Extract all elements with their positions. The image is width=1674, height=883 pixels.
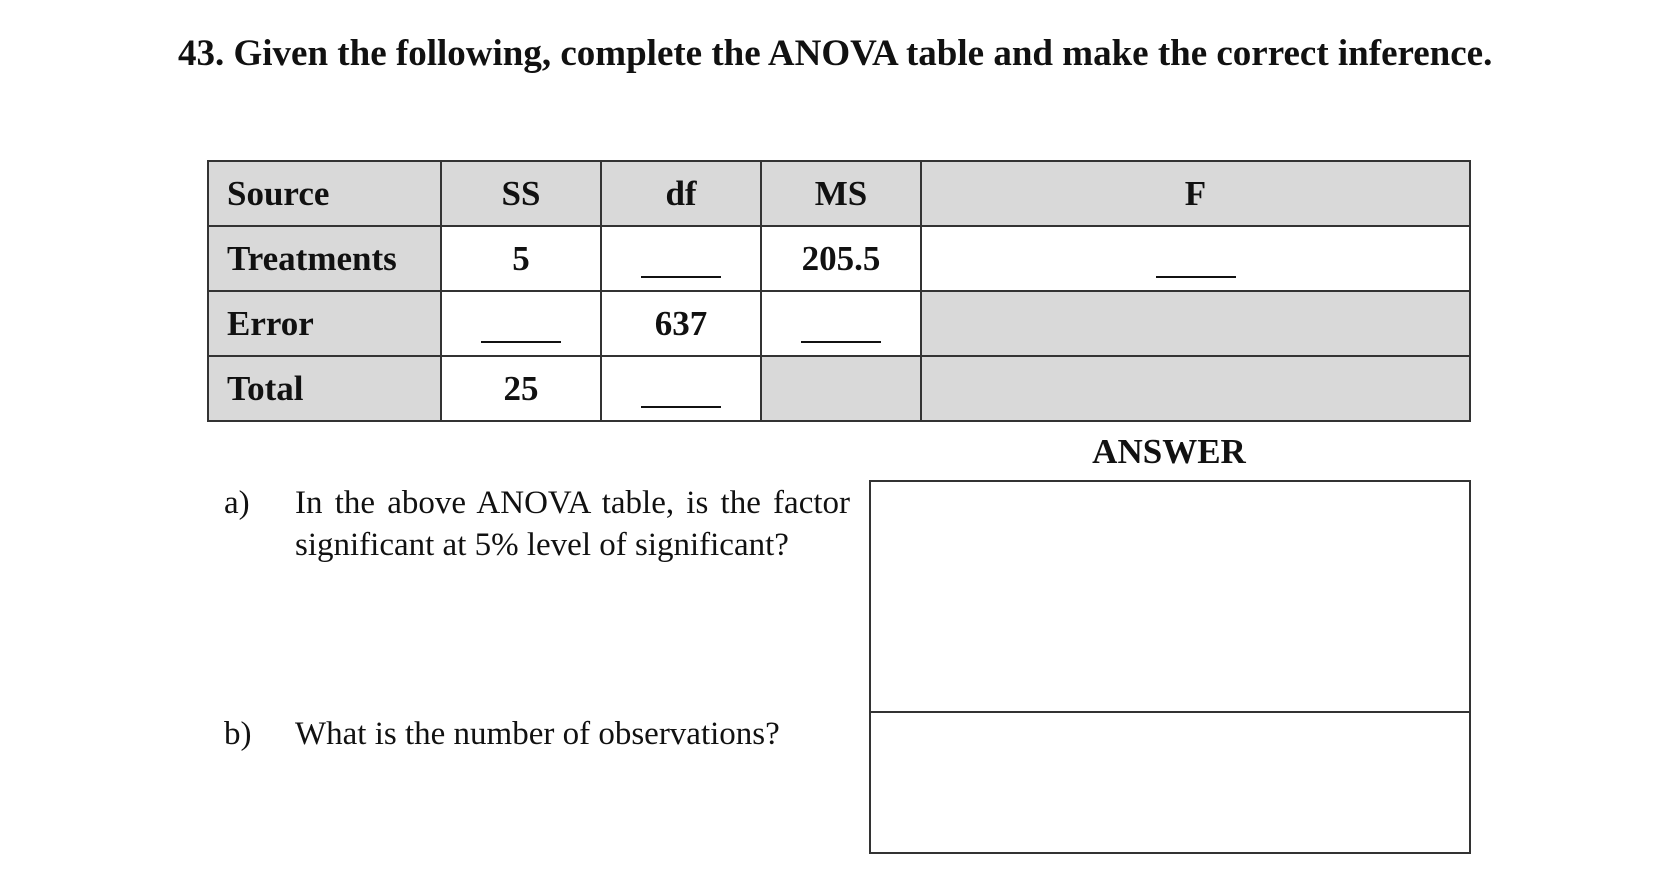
cell-df: 637	[601, 291, 761, 356]
answer-box-b[interactable]	[869, 711, 1471, 854]
table-row-total	[208, 356, 1470, 421]
cell-ss: 25	[441, 356, 601, 421]
cell-df-blank[interactable]	[601, 226, 761, 291]
cell-ms: 205.5	[761, 226, 921, 291]
table-row-treatments	[208, 226, 1470, 291]
question-a-marker: a)	[224, 485, 250, 521]
answer-blank	[1156, 274, 1236, 278]
anova-table	[207, 160, 1471, 422]
header-df: df	[601, 161, 761, 226]
cell-ss-blank[interactable]	[441, 291, 601, 356]
header-ss: SS	[441, 161, 601, 226]
table-row-error	[208, 291, 1470, 356]
cell-ss: 5	[441, 226, 601, 291]
answer-blank	[481, 339, 561, 343]
table-header-row	[208, 161, 1470, 226]
cell-ms-blank[interactable]	[761, 291, 921, 356]
cell-f-shaded	[921, 356, 1470, 421]
cell-ms-shaded	[761, 356, 921, 421]
answer-blank	[801, 339, 881, 343]
question-b-text: What is the number of observations?	[295, 716, 780, 752]
cell-f-blank[interactable]	[921, 226, 1470, 291]
header-source: Source	[208, 161, 441, 226]
question-a-text: In the above ANOVA table, is the factor significant at 5% level of significant?	[295, 485, 850, 563]
question-b-marker: b)	[224, 716, 252, 752]
header-f: F	[921, 161, 1470, 226]
cell-source: Total	[208, 356, 441, 421]
cell-source: Treatments	[208, 226, 441, 291]
cell-df-blank[interactable]	[601, 356, 761, 421]
answer-blank	[641, 274, 721, 278]
answer-box-a[interactable]	[869, 480, 1471, 713]
answer-label: ANSWER	[1092, 432, 1246, 471]
header-ms: MS	[761, 161, 921, 226]
question-title: 43. Given the following, complete the ANOVA table and make the correct inference.	[178, 33, 1493, 74]
answer-blank	[641, 404, 721, 408]
cell-source: Error	[208, 291, 441, 356]
cell-f-shaded	[921, 291, 1470, 356]
